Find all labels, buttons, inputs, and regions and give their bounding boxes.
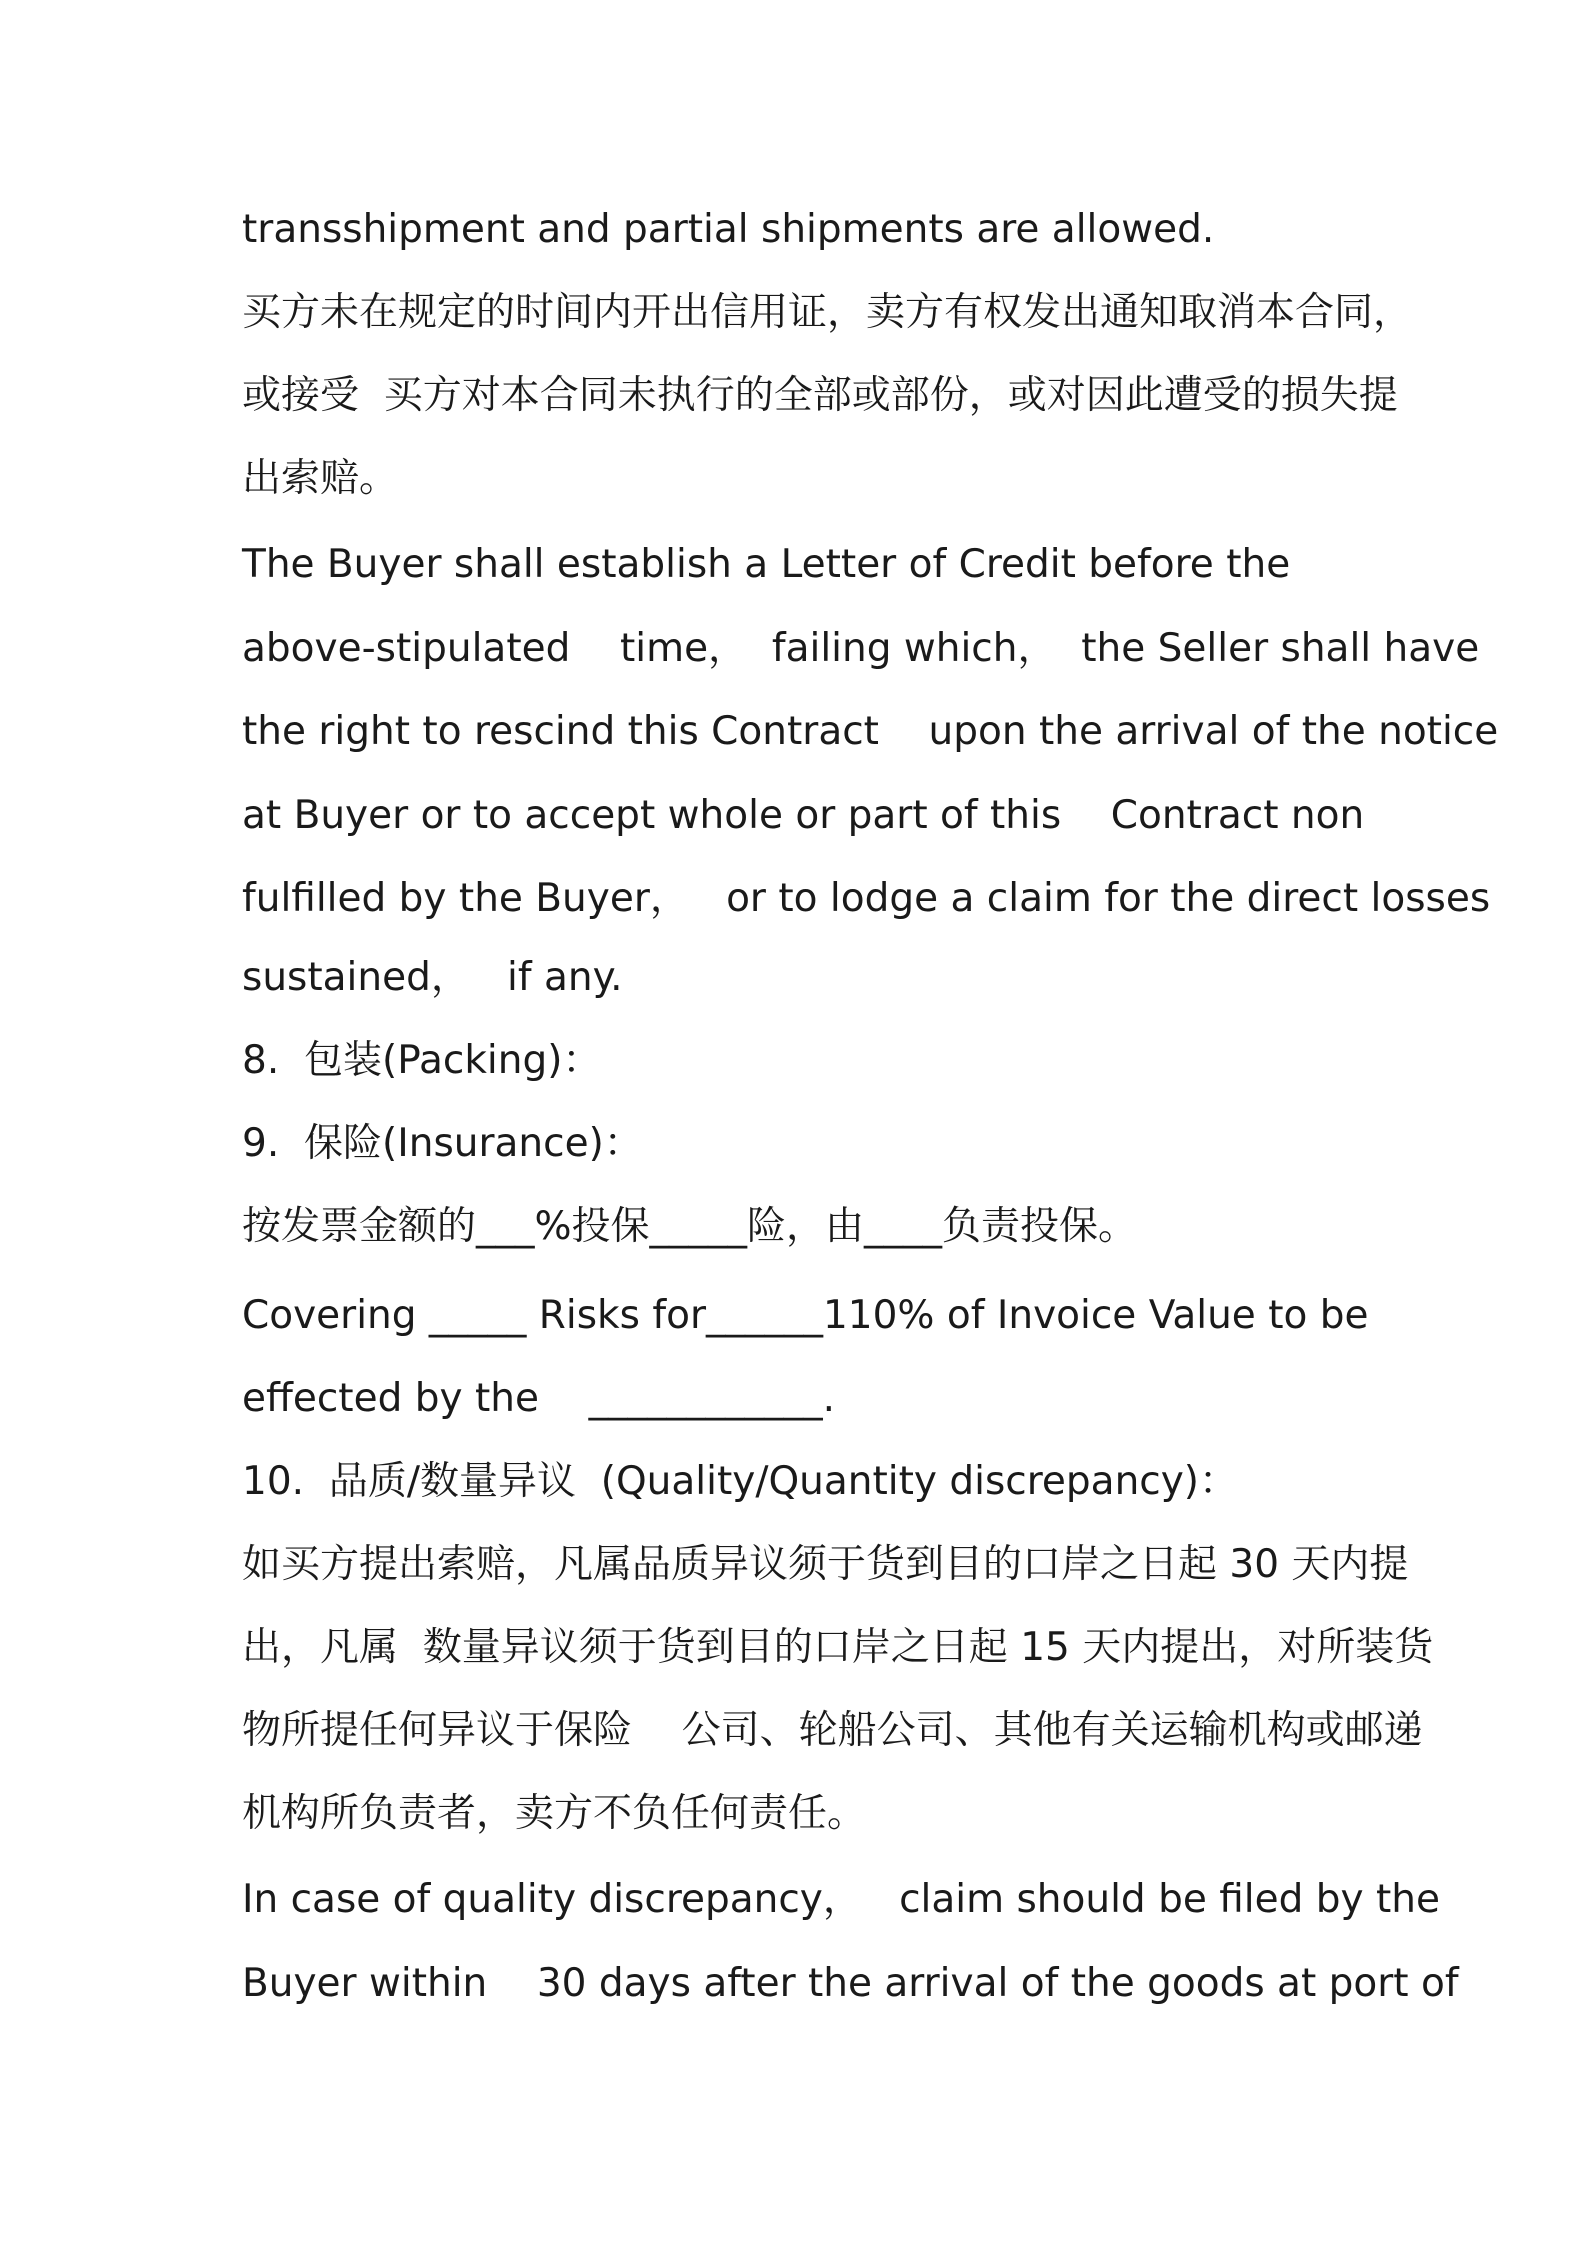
text-line: Buyer within 30 days after the arrival of the goods at port of	[242, 1961, 1459, 2006]
text-line: In case of quality discrepancy， claim should be filed by the	[242, 1877, 1441, 1922]
text-line: 物所提任何异议于保险 公司、轮船公司、其他有关运输机构或邮递	[242, 1708, 1423, 1753]
text-line: 按发票金额的___%投保_____险，由____负责投保。	[242, 1204, 1138, 1249]
text-line: Covering _____ Risks for______110% of Invoice Value to be	[242, 1293, 1369, 1338]
text-line: fulfilled by the Buyer， or to lodge a claim for the direct losses	[242, 876, 1491, 921]
text-line: the right to rescind this Contract upon the arrival of the notice	[242, 709, 1499, 754]
text-line: at Buyer or to accept whole or part of this Contract non	[242, 793, 1365, 838]
section-heading-insurance: 9. 保险(Insurance)：	[242, 1121, 643, 1166]
text-line: 或接受 买方对本合同未执行的全部或部份，或对因此遭受的损失提	[242, 373, 1398, 418]
section-heading-quality-quantity: 10. 品质/数量异议 (Quality/Quantity discrepancy)：	[242, 1459, 1239, 1504]
text-line: transshipment and partial shipments are allowed.	[242, 207, 1215, 252]
text-line: 如买方提出索赔，凡属品质异议须于货到目的口岸之日起 30 天内提	[242, 1542, 1409, 1587]
text-line: The Buyer shall establish a Letter of Credit before the	[242, 542, 1291, 587]
section-heading-packing: 8. 包装(Packing)：	[242, 1038, 602, 1083]
text-line: 机构所负责者，卖方不负任何责任。	[242, 1791, 867, 1836]
text-line: 买方未在规定的时间内开出信用证，卖方有权发出通知取消本合同，	[242, 290, 1413, 335]
text-line: 出索赔。	[242, 456, 399, 501]
document-body	[242, 200, 1499, 2006]
text-line: sustained， if any.	[242, 955, 623, 1000]
text-line: above-stipulated time， failing which， the Seller shall have	[242, 626, 1480, 671]
text-line: effected by the ____________.	[242, 1376, 835, 1421]
text-line: 出，凡属 数量异议须于货到目的口岸之日起 15 天内提出，对所装货	[242, 1625, 1434, 1670]
